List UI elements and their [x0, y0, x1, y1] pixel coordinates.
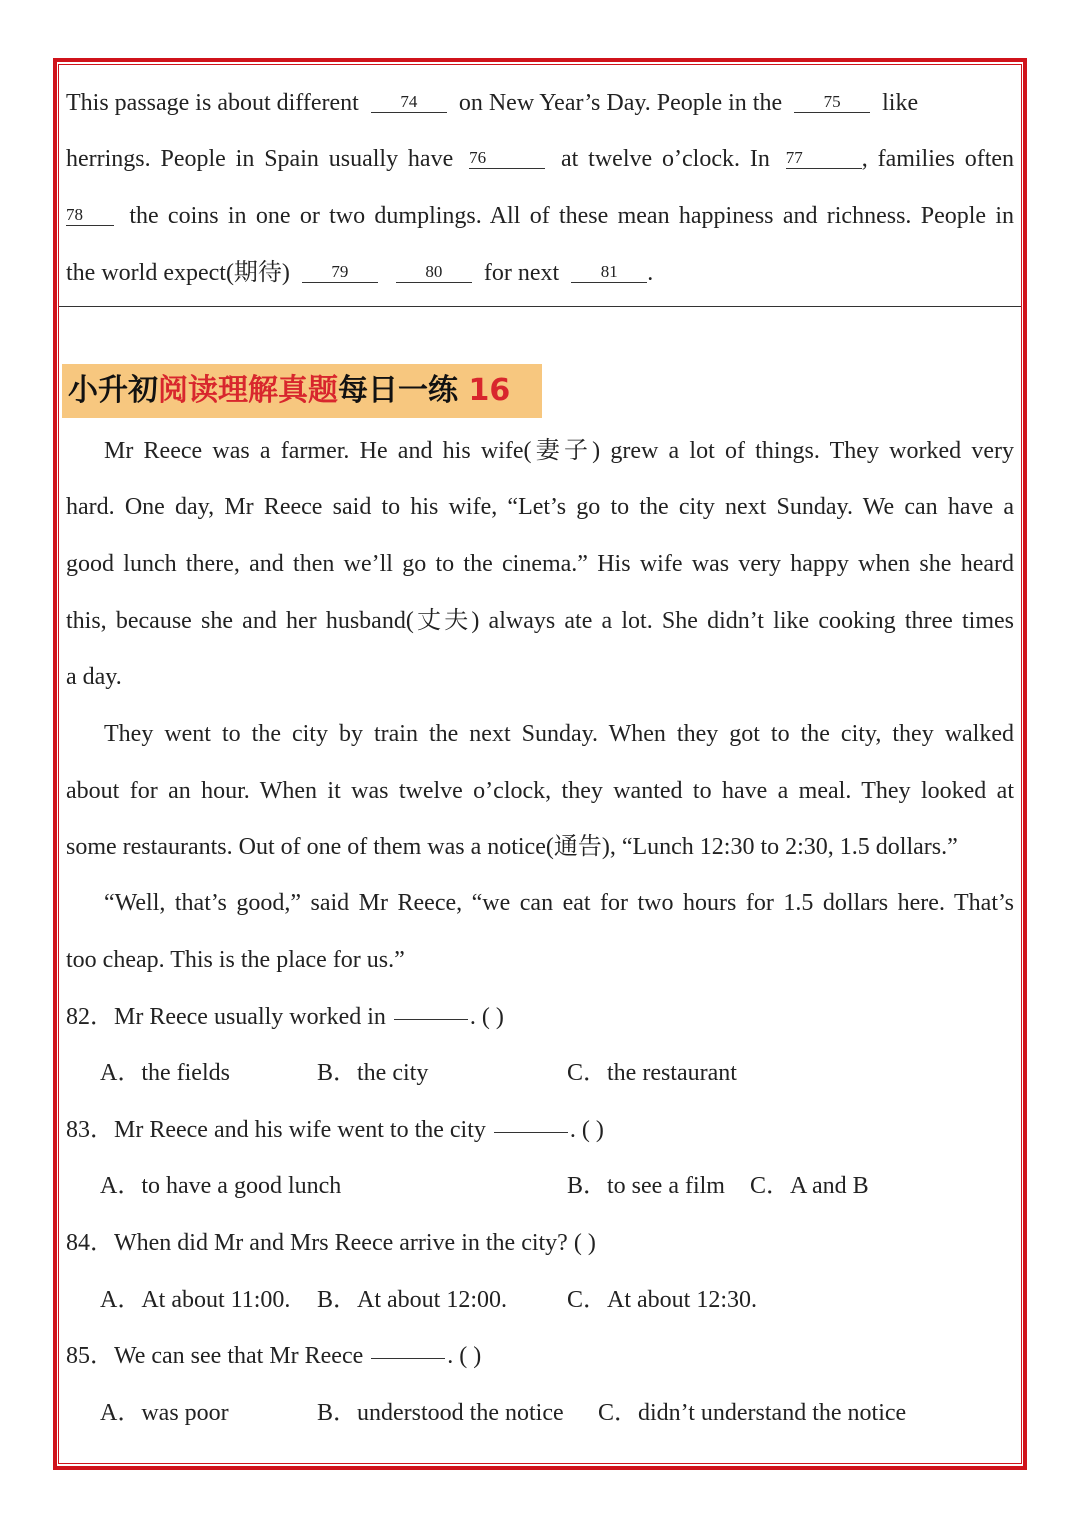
story-line: too cheap. This is the place for us.” [66, 947, 405, 973]
blank-77: 77 [786, 148, 862, 169]
story-line: hard. One day, Mr Reece said to his wife, “Let’s go to the city next Sunday. We can have a [66, 494, 1014, 520]
question-stem: 82．Mr Reece usually worked in [66, 1004, 386, 1030]
option-82-c: C．the restaurant [567, 1060, 737, 1086]
summary-text: like [882, 90, 919, 116]
question-stem: 84．When did Mr and Mrs Reece arrive in the city? ( ) [66, 1230, 596, 1256]
summary-text: for next [483, 260, 560, 286]
blank-75: 75 [794, 92, 870, 113]
summary-text: the world expect(期待) [66, 260, 290, 286]
story-line: about for an hour. When it was twelve o’clock, they wanted to have a meal. They looked at [66, 778, 1014, 804]
question-stem: 83．Mr Reece and his wife went to the city [66, 1117, 486, 1143]
summary-line-2 [66, 144, 1014, 174]
summary-text: This passage is about different [66, 90, 359, 116]
summary-text: . [647, 260, 654, 286]
story-line: They went to the city by train the next Sunday. When they got to the city, they walked [104, 721, 1014, 747]
option-83-b: B．to see a film [567, 1173, 725, 1199]
section-title [68, 370, 510, 412]
summary-line-1 [66, 88, 918, 118]
story-line: a day. [66, 664, 122, 690]
question-82 [66, 1002, 504, 1032]
option-83-c: C．A and B [750, 1173, 869, 1199]
option-82-b: B．the city [317, 1060, 429, 1086]
option-84-a: A．At about 11:00. [100, 1287, 291, 1313]
story-line: this, because she and her husband(丈夫) always ate a lot. She didn’t like cooking three times [66, 608, 1014, 634]
title-number: 16 [468, 373, 511, 408]
answer-bracket: . ( ) [447, 1343, 482, 1369]
title-part: 小升初 [68, 373, 158, 408]
story-line: “Well, that’s good,” said Mr Reece, “we can eat for two hours for 1.5 dollars here. That’s [104, 890, 1014, 916]
blank-78: 78 [66, 205, 114, 226]
question-84 [66, 1228, 596, 1258]
blank-74: 74 [371, 92, 447, 113]
summary-text: at twelve o’clock. In [561, 146, 770, 172]
blank-80: 80 [396, 262, 472, 283]
answer-bracket: . ( ) [569, 1117, 604, 1143]
summary-text: herrings. People in Spain usually have [66, 146, 454, 172]
summary-text: the coins in one or two dumplings. All of these mean happiness and richness. People in [129, 203, 1015, 229]
summary-line-4 [66, 258, 653, 288]
option-84-b: B．At about 12:00. [317, 1287, 507, 1313]
blank-81: 81 [571, 262, 647, 283]
answer-blank [394, 1019, 468, 1020]
summary-text: , families often [861, 146, 1015, 172]
option-83-a: A．to have a good lunch [100, 1173, 342, 1199]
answer-bracket: . ( ) [469, 1004, 504, 1030]
question-stem: 85．We can see that Mr Reece [66, 1343, 364, 1369]
story-line: some restaurants. Out of one of them was a notice(通告), “Lunch 12:30 to 2:30, 1.5 dollars.” [66, 834, 958, 860]
story-line: Mr Reece was a farmer. He and his wife(妻子) grew a lot of things. They worked very [104, 438, 1014, 464]
question-83 [66, 1115, 604, 1145]
option-82-a: A．the fields [100, 1060, 230, 1086]
blank-76: 76 [469, 148, 545, 169]
option-85-a: A．was poor [100, 1400, 229, 1426]
option-84-c: C．At about 12:30. [567, 1287, 757, 1313]
summary-line-3 [66, 201, 1014, 231]
answer-blank [371, 1358, 445, 1359]
section-divider [59, 306, 1021, 307]
title-part: 每日一练 [338, 373, 469, 408]
option-85-c: C．didn’t understand the notice [598, 1400, 907, 1426]
question-85 [66, 1341, 481, 1371]
summary-text: on New Year’s Day. People in the [458, 90, 783, 116]
title-part-red: 阅读理解真题 [158, 373, 338, 408]
answer-blank [494, 1132, 568, 1133]
blank-79: 79 [302, 262, 378, 283]
story-line: good lunch there, and then we’ll go to the cinema.” His wife was very happy when she heard [66, 551, 1014, 577]
option-85-b: B．understood the notice [317, 1400, 564, 1426]
